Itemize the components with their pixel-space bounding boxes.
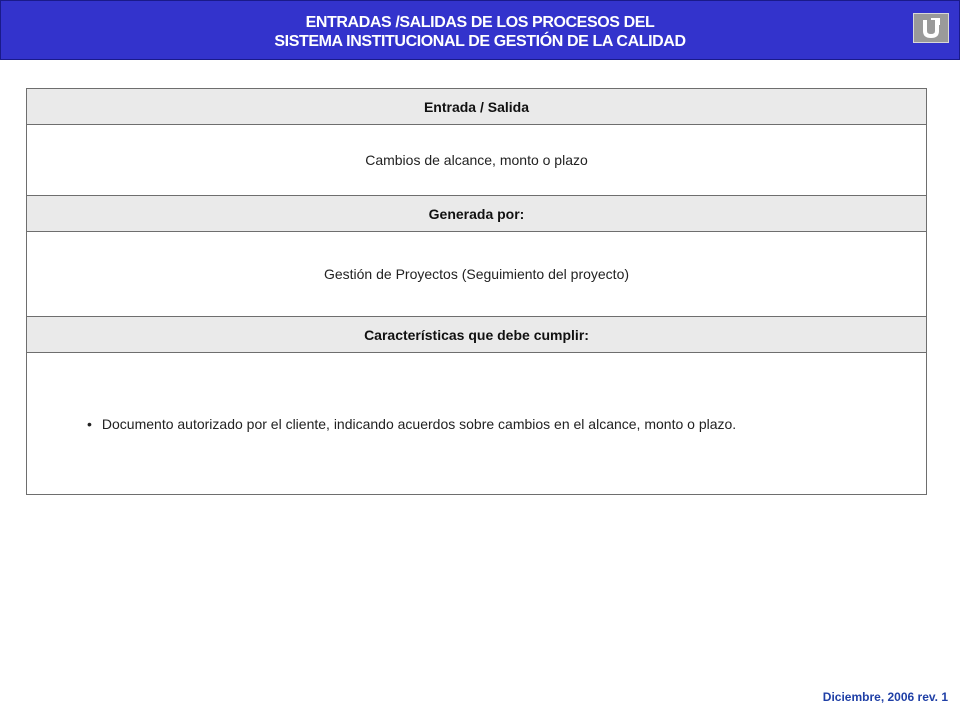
title-banner xyxy=(0,0,960,60)
back-button[interactable] xyxy=(913,13,949,43)
bullet-marker: • xyxy=(87,415,92,432)
section-header-caracteristicas xyxy=(27,317,926,353)
section-value-text: Gestión de Proyectos (Seguimiento del proyecto) xyxy=(323,266,630,282)
section-header-label: Entrada / Salida xyxy=(423,98,530,115)
section-value-caracteristicas xyxy=(27,353,926,494)
list-item-text: Documento autorizado por el cliente, indicando acuerdos sobre cambios en el alcance, monto o plazo. xyxy=(101,415,737,432)
banner-title-line-1: ENTRADAS /SALIDAS DE LOS PROCESOS DEL xyxy=(305,14,655,31)
revision-footer: Diciembre, 2006 rev. 1 xyxy=(822,690,948,704)
section-header-label: Características que debe cumplir: xyxy=(364,326,589,343)
return-arrow-icon xyxy=(918,17,944,39)
banner-titles xyxy=(1,13,959,51)
section-header-label: Generada por: xyxy=(428,205,525,222)
section-value-text: Cambios de alcance, monto o plazo xyxy=(365,152,588,168)
entry-exit-table xyxy=(26,88,927,495)
section-value-generada-por xyxy=(27,232,926,317)
section-header-entrada-salida xyxy=(27,89,926,125)
list-item xyxy=(27,416,736,432)
section-value-entrada-salida xyxy=(27,125,926,196)
section-header-generada-por xyxy=(27,196,926,232)
banner-title-line-2: SISTEMA INSTITUCIONAL DE GESTIÓN DE LA CALIDAD xyxy=(274,33,686,50)
